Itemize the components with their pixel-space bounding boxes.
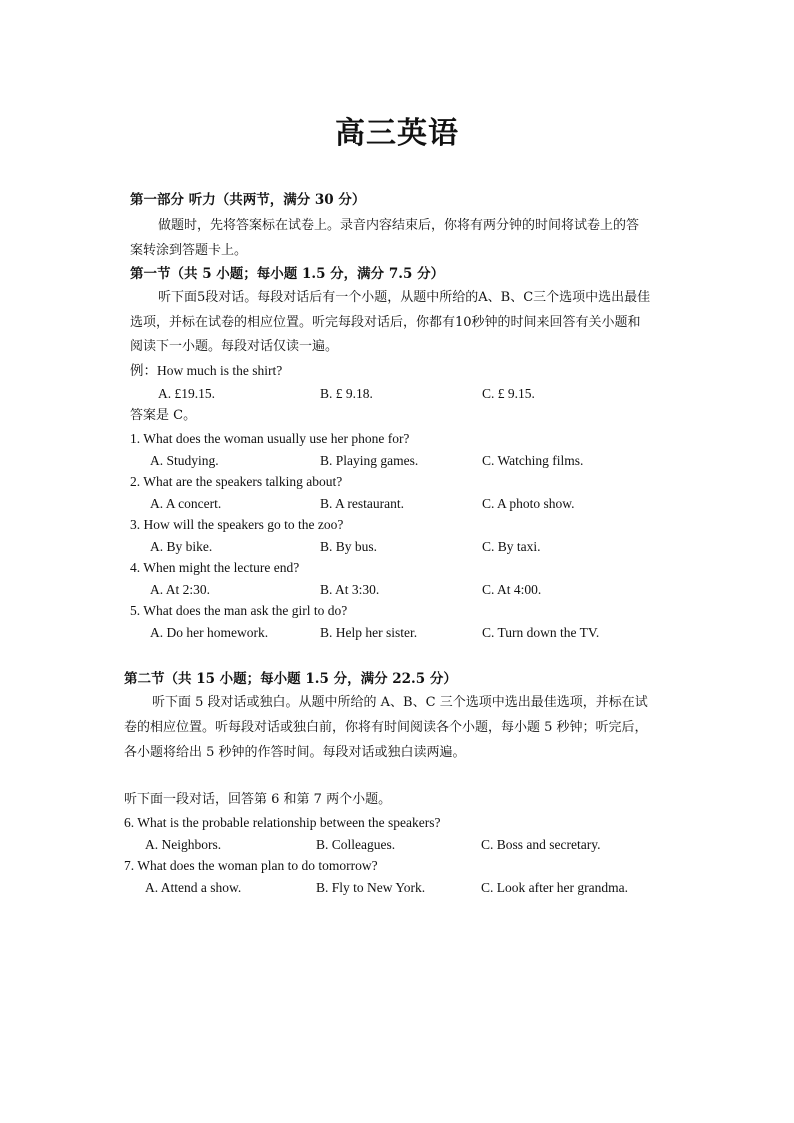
page-title: 高三英语 bbox=[335, 116, 459, 151]
question-7-option-c: C. Look after her grandma. bbox=[481, 880, 628, 895]
part1-intro-line2: 案转涂到答题卡上。 bbox=[130, 243, 248, 258]
question-1: 1. What does the woman usually use her phone for? bbox=[130, 431, 410, 446]
question-1-option-c: C. Watching films. bbox=[482, 453, 584, 468]
section2-instr-line3: 各小题将给出 5 秒钟的作答时间。每段对话或独白读两遍。 bbox=[124, 745, 466, 760]
question-6-option-b: B. Colleagues. bbox=[316, 837, 396, 852]
question-7-option-b: B. Fly to New York. bbox=[316, 880, 426, 895]
question-4: 4. When might the lecture end? bbox=[130, 560, 300, 575]
example-option-a: A. £19.15. bbox=[158, 386, 215, 401]
question-4-option-b: B. At 3:30. bbox=[320, 582, 380, 597]
question-5-option-a: A. Do her homework. bbox=[150, 625, 269, 640]
section1-instr-line1: 听下面5段对话。每段对话后有一个小题，从题中所给的A、B、C三个选项中选出最佳 bbox=[158, 290, 651, 305]
question-5: 5. What does the man ask the girl to do? bbox=[130, 603, 348, 618]
section1-instr-line2: 选项，并标在试卷的相应位置。听完每段对话后，你都有10秒钟的时间来回答有关小题和 bbox=[130, 315, 641, 330]
question-2-option-c: C. A photo show. bbox=[482, 496, 575, 511]
question-6-option-a: A. Neighbors. bbox=[145, 837, 222, 852]
question-7: 7. What does the woman plan to do tomorrow? bbox=[124, 858, 378, 873]
question-1-option-a: A. Studying. bbox=[150, 453, 219, 468]
example-option-c: C. £ 9.15. bbox=[482, 386, 535, 401]
section1-instr-line3: 阅读下一小题。每段对话仅读一遍。 bbox=[130, 339, 339, 354]
section2-instr-line1: 听下面 5 段对话或独白。从题中所给的 A、B、C 三个选项中选出最佳选项，并标在试 bbox=[152, 695, 648, 710]
example-option-b: B. £ 9.18. bbox=[320, 386, 373, 401]
section2-heading: 第二节（共 15 小题；每小题 1.5 分，满分 22.5 分） bbox=[124, 671, 457, 687]
example-question: 例：How much is the shirt? bbox=[130, 363, 283, 378]
question-4-option-c: C. At 4:00. bbox=[482, 582, 542, 597]
question-2-option-a: A. A concert. bbox=[150, 496, 222, 511]
question-7-option-a: A. Attend a show. bbox=[145, 880, 242, 895]
question-4-option-a: A. At 2:30. bbox=[150, 582, 211, 597]
question-5-option-b: B. Help her sister. bbox=[320, 625, 418, 640]
section1-heading: 第一节（共 5 小题；每小题 1.5 分，满分 7.5 分） bbox=[130, 266, 445, 282]
example-answer: 答案是 C。 bbox=[130, 408, 197, 423]
question-6-option-c: C. Boss and secretary. bbox=[481, 837, 601, 852]
section2-lead: 听下面一段对话，回答第 6 和第 7 两个小题。 bbox=[124, 792, 392, 807]
part1-heading: 第一部分 听力（共两节，满分 30 分） bbox=[130, 192, 366, 208]
question-2-option-b: B. A restaurant. bbox=[320, 496, 404, 511]
question-3-option-b: B. By bus. bbox=[320, 539, 378, 554]
question-6: 6. What is the probable relationship between the speakers? bbox=[124, 815, 441, 830]
question-3-option-c: C. By taxi. bbox=[482, 539, 541, 554]
question-2: 2. What are the speakers talking about? bbox=[130, 474, 343, 489]
question-1-option-b: B. Playing games. bbox=[320, 453, 419, 468]
question-5-option-c: C. Turn down the TV. bbox=[482, 625, 600, 640]
part1-intro-line1: 做题时，先将答案标在试卷上。录音内容结束后，你将有两分钟的时间将试卷上的答 bbox=[158, 218, 640, 233]
question-3: 3. How will the speakers go to the zoo? bbox=[130, 517, 344, 532]
question-3-option-a: A. By bike. bbox=[150, 539, 213, 554]
section2-instr-line2: 卷的相应位置。听每段对话或独白前，你将有时间阅读各个小题，每小题 5 秒钟；听完后， bbox=[124, 720, 648, 735]
